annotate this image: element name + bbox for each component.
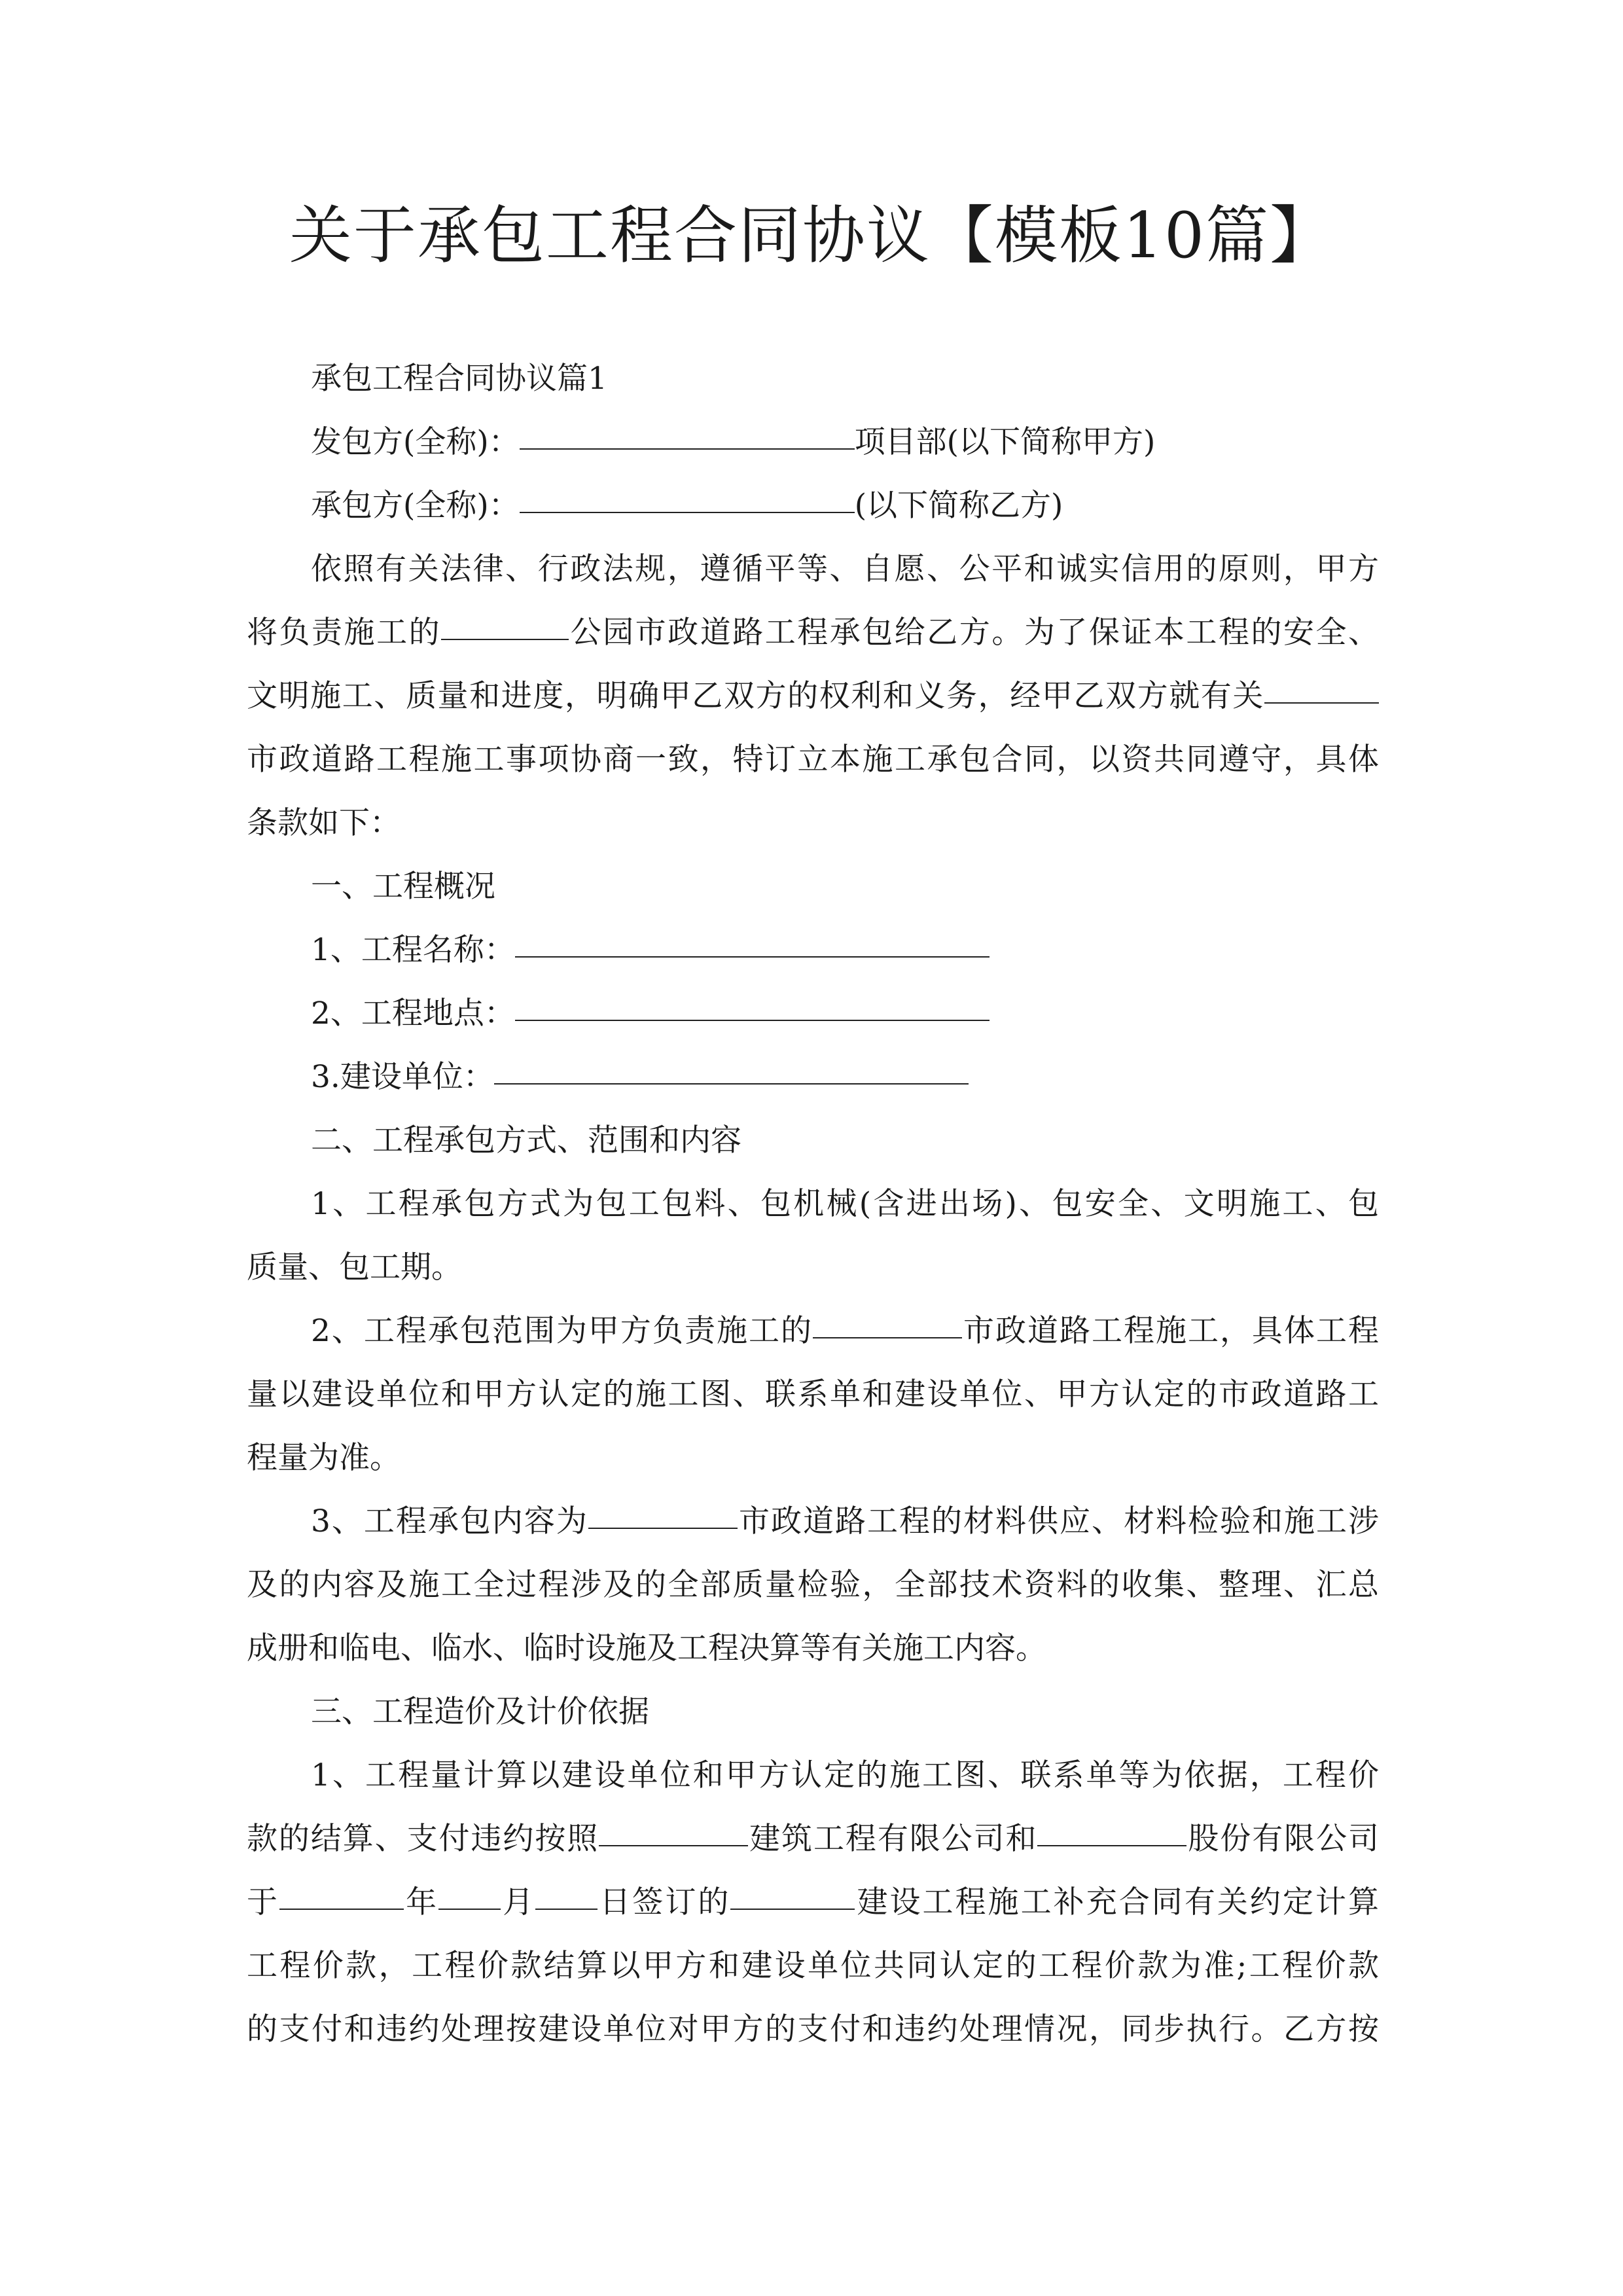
blank-field[interactable] bbox=[1037, 1807, 1186, 1846]
project-location-line: 2、工程地点： bbox=[247, 982, 1379, 1045]
paragraph-line: 量以建设单位和甲方认定的施工图、联系单和建设单位、甲方认定的市政道路工 bbox=[247, 1376, 1379, 1412]
blank-field[interactable] bbox=[730, 1871, 855, 1910]
blank-field[interactable] bbox=[494, 1045, 969, 1085]
blank-field[interactable] bbox=[441, 601, 569, 640]
blank-field[interactable] bbox=[438, 1871, 501, 1910]
paragraph-line: 条款如下： bbox=[247, 805, 401, 841]
paragraph-line: 市政道路工程施工事项协商一致，特订立本施工承包合同，以资共同遵守，具体 bbox=[247, 742, 1379, 778]
section-heading-piece-1: 承包工程合同协议篇1 bbox=[311, 361, 607, 397]
party-b-line: 承包方(全称)： (以下简称乙方) bbox=[247, 474, 1379, 537]
paragraph-line: 质量、包工期。 bbox=[247, 1249, 462, 1285]
blank-field[interactable] bbox=[535, 1871, 597, 1910]
paragraph-line: 于 年 月 日签订的 建设工程施工补充合同有关约定计算 bbox=[247, 1871, 1379, 1934]
paragraph-line: 依照有关法律、行政法规，遵循平等、自愿、公平和诚实信用的原则，甲方 bbox=[311, 551, 1379, 587]
paragraph-line: 款的结算、支付违约按照 建筑工程有限公司和 股份有限公司 bbox=[247, 1807, 1379, 1871]
paragraph-line: 工程价款，工程价款结算以甲方和建设单位共同认定的工程价款为准;工程价款 bbox=[247, 1948, 1379, 1984]
paragraph-line: 程量为准。 bbox=[247, 1440, 401, 1476]
paragraph-line: 3、工程承包内容为 市政道路工程的材料供应、材料检验和施工涉 bbox=[247, 1490, 1379, 1553]
blank-field[interactable] bbox=[515, 982, 990, 1021]
paragraph-line: 1、工程量计算以建设单位和甲方认定的施工图、联系单等为依据，工程价 bbox=[311, 1757, 1379, 1793]
blank-field[interactable] bbox=[515, 918, 990, 958]
blank-field[interactable] bbox=[279, 1871, 404, 1910]
construction-unit-line: 3.建设单位： bbox=[247, 1045, 1379, 1109]
document-title: 关于承包工程合同协议【模板10篇】 bbox=[289, 199, 1334, 272]
paragraph-line: 的支付和违约处理按建设单位对甲方的支付和违约处理情况，同步执行。乙方按 bbox=[247, 2011, 1379, 2047]
paragraph-line: 2、工程承包范围为甲方负责施工的 市政道路工程施工，具体工程 bbox=[247, 1299, 1379, 1363]
paragraph-line: 成册和临电、临水、临时设施及工程决算等有关施工内容。 bbox=[247, 1630, 1046, 1666]
blank-field[interactable] bbox=[520, 410, 855, 450]
party-a-line: 发包方(全称)： 项目部(以下简称甲方) bbox=[247, 410, 1379, 474]
paragraph-line: 将负责施工的 公园市政道路工程承包给乙方。为了保证本工程的安全、 bbox=[247, 601, 1379, 664]
section-heading: 一、工程概况 bbox=[311, 869, 495, 905]
blank-field[interactable] bbox=[520, 474, 855, 513]
blank-field[interactable] bbox=[813, 1299, 962, 1338]
project-name-line: 1、工程名称： bbox=[247, 918, 1379, 982]
paragraph-line: 文明施工、质量和进度，明确甲乙双方的权利和义务，经甲乙双方就有关 bbox=[247, 664, 1379, 728]
paragraph-line: 及的内容及施工全过程涉及的全部质量检验，全部技术资料的收集、整理、汇总 bbox=[247, 1567, 1379, 1603]
section-heading: 二、工程承包方式、范围和内容 bbox=[311, 1122, 741, 1158]
paragraph-line: 1、工程承包方式为包工包料、包机械(含进出场)、包安全、文明施工、包 bbox=[311, 1186, 1379, 1222]
section-heading: 三、工程造价及计价依据 bbox=[311, 1694, 649, 1730]
blank-field[interactable] bbox=[599, 1807, 748, 1846]
blank-field[interactable] bbox=[588, 1490, 738, 1529]
blank-field[interactable] bbox=[1264, 664, 1379, 704]
